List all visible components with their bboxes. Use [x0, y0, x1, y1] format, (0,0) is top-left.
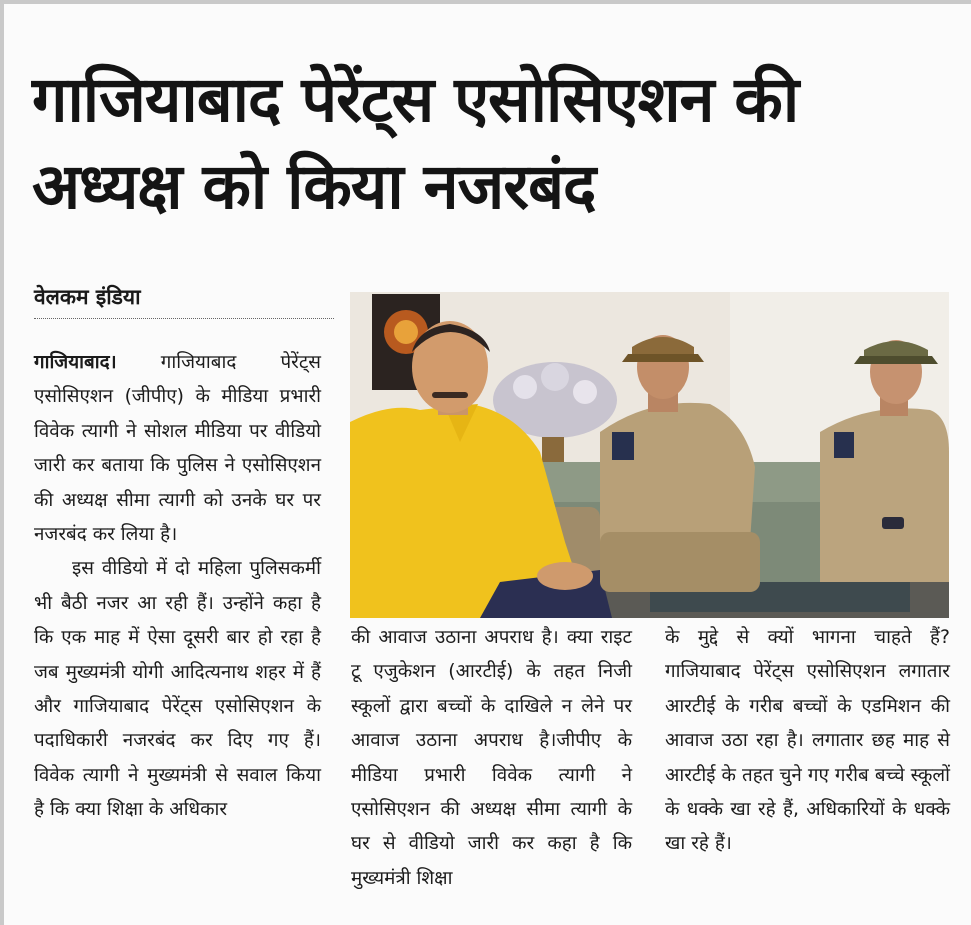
article-paragraph-1	[34, 346, 321, 552]
dateline: गाजियाबाद।	[34, 352, 117, 373]
byline: वेलकम इंडिया	[34, 285, 141, 309]
news-photo	[350, 292, 949, 618]
headline: गाजियाबाद पेरेंट्स एसोसिएशन की अध्यक्ष को किया नजरबंद	[32, 63, 799, 223]
byline-divider	[34, 318, 334, 319]
article-column-3	[665, 621, 950, 862]
article-column-1	[34, 346, 321, 828]
article-paragraph-3: की आवाज उठाना अपराध है। क्या राइट टू एजुकेशन (आरटीई) के तहत निजी स्कूलों द्वारा बच्चों के दाखिले न लेने पर आवाज उठाना अपराध है।जीपीए के मीडिया प्रभारी विवेक त्यागी ने एसोसिएशन की अध्यक्ष सीमा त्यागी के घर से वीडियो जारी कर कहा है कि मुख्यमंत्री शिक्षा	[351, 627, 632, 889]
article-paragraph-2: इस वीडियो में दो महिला पुलिसकर्मी भी बैठी नजर आ रही हैं। उन्होंने कहा है कि एक माह में ऐसा दूसरी बार हो रहा है जब मुख्यमंत्री योगी आदित्यनाथ शहर में हैं और गाजियाबाद पेरेंट्स एसोसिएशन के पदाधिकारी नजरबंद कर दिए गए हैं। विवेक त्यागी ने मुख्यमंत्री से सवाल किया है कि क्या शिक्षा के अधिकार	[34, 558, 321, 821]
paragraph-1-text: गाजियाबाद पेरेंट्स एसोसिएशन (जीपीए) के मीडिया प्रभारी विवेक त्यागी ने सोशल मीडिया पर वीडियो जारी कर बताया कि पुलिस ने एसोसिएशन की अध्यक्ष सीमा त्यागी को उनके घर पर नजरबंद कर लिया है।	[34, 352, 321, 546]
article-column-2	[351, 621, 632, 896]
article-paragraph-4: के मुद्दे से क्यों भागना चाहते हैं? गाजियाबाद पेरेंट्स एसोसिएशन लगातार आरटीई के गरीब बच्चों के एडमिशन की आवाज उठा रहा है। लगातार छह माह से आरटीई के तहत चुने गए गरीब बच्चे स्कूलों के धक्के खा रहे हैं, अधिकारियों के धक्के खा रहे हैं।	[665, 627, 950, 855]
